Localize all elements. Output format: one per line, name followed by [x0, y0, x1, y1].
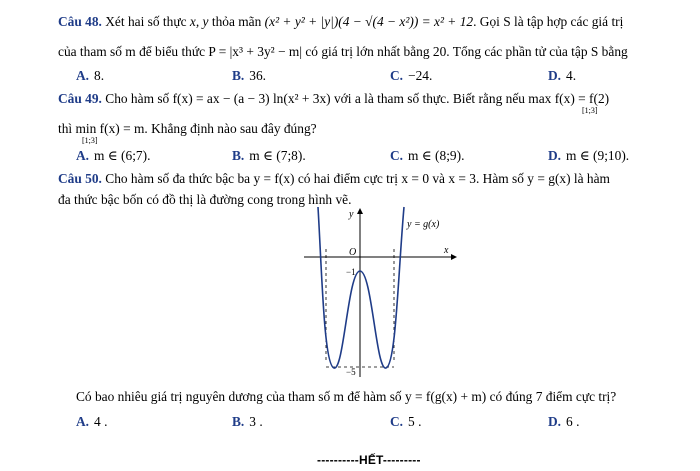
q49-line1: [58, 91, 609, 107]
function-graph: [304, 205, 464, 380]
q49-option-d-value: m ∈ (9;10).: [566, 148, 630, 163]
q48-text-before: Xét hai số thực: [105, 14, 187, 29]
curve-label: y = g(x): [407, 219, 440, 230]
q50-question-text: Có bao nhiêu giá trị nguyên dương của tham số m để hàm số y = f(g(x) + m) có đúng 7 điểm cực trị?: [76, 389, 617, 404]
q48-option-b-value: 36.: [249, 68, 267, 83]
q49-line1-text: Cho hàm số f(x) = ax − (a − 3) ln(x² + 3x) với a là tham số thực. Biết rằng nếu max f(x) = f(2): [105, 91, 610, 106]
q48-option-c-value: −24.: [408, 68, 433, 83]
q48-line2: [58, 44, 628, 60]
q50-option-c-key: C.: [390, 414, 404, 429]
q50-line1: [58, 171, 610, 187]
tick-label-neg1: −1: [346, 267, 356, 277]
q48-option-b-key: B.: [232, 68, 245, 83]
q50-label: Câu 50.: [58, 171, 102, 186]
q48-option-c[interactable]: [390, 68, 432, 84]
q49-label: Câu 49.: [58, 91, 102, 106]
quartic-curve: [318, 207, 404, 368]
q50-line2-text: đa thức bậc bốn có đồ thị là đường cong trong hình vẽ.: [58, 192, 352, 207]
q49-option-c-value: m ∈ (8;9).: [408, 148, 465, 163]
q50-option-c[interactable]: [390, 414, 421, 430]
q50-option-b-value: 3 .: [249, 414, 263, 429]
q48-option-d[interactable]: [548, 68, 576, 84]
q48-option-d-key: D.: [548, 68, 562, 83]
q50-question: [76, 389, 616, 405]
q49-option-a-value: m ∈ (6;7).: [94, 148, 151, 163]
q48-equation: (x² + y² + |y|)(4 − √(4 − x²)) = x² + 12: [264, 14, 474, 29]
q49-line2: [58, 121, 317, 137]
q48-option-b[interactable]: [232, 68, 266, 84]
q50-option-d[interactable]: [548, 414, 579, 430]
q50-option-b-key: B.: [232, 414, 245, 429]
q49-option-a-key: A.: [76, 148, 90, 163]
q48-option-c-key: C.: [390, 68, 404, 83]
q48-option-a-key: A.: [76, 68, 90, 83]
q49-min-subscript: [1;3]: [82, 136, 98, 145]
q49-option-c-key: C.: [390, 148, 404, 163]
q50-option-a[interactable]: [76, 414, 107, 430]
q50-option-a-key: A.: [76, 414, 90, 429]
q49-option-d[interactable]: [548, 148, 629, 164]
q49-option-b-key: B.: [232, 148, 245, 163]
q50-option-c-value: 5 .: [408, 414, 422, 429]
q48-option-d-value: 4.: [566, 68, 577, 83]
origin-label: O: [349, 247, 357, 258]
q48-option-a-value: 8.: [94, 68, 105, 83]
y-axis-label: y: [349, 209, 354, 220]
end-marker: ----------HẾT---------: [317, 453, 421, 467]
q50-option-d-value: 6 .: [566, 414, 580, 429]
q50-option-a-value: 4 .: [94, 414, 108, 429]
q49-option-b-value: m ∈ (7;8).: [249, 148, 306, 163]
tick-label-neg5: −5: [346, 367, 356, 377]
q48-option-a[interactable]: [76, 68, 104, 84]
q48-vars: x, y: [189, 14, 209, 29]
q50-line1-text: Cho hàm số đa thức bậc ba y = f(x) có hai điểm cực trị x = 0 và x = 3. Hàm số y = g(x) là hàm: [105, 171, 610, 186]
q50-option-b[interactable]: [232, 414, 263, 430]
q48-label: Câu 48.: [58, 14, 102, 29]
q49-line2-pre: thì min f(x) = m: [58, 121, 145, 136]
q49-line2-post: . Khẳng định nào sau đây đúng?: [144, 121, 317, 136]
q49-option-b[interactable]: [232, 148, 306, 164]
x-axis-label: x: [444, 245, 449, 256]
q49-option-a[interactable]: [76, 148, 150, 164]
q49-max-subscript: [1;3]: [582, 106, 598, 115]
q49-option-d-key: D.: [548, 148, 562, 163]
q50-option-d-key: D.: [548, 414, 562, 429]
q48-line1: [58, 14, 623, 30]
q48-text-after: . Gọi S là tập hợp các giá trị: [473, 14, 624, 29]
q48-line2-text: của tham số m để biểu thức P = |x³ + 3y² − m| có giá trị lớn nhất bằng 20. Tổng các phần tử của tập S bằng: [58, 44, 628, 59]
q49-option-c[interactable]: [390, 148, 464, 164]
q48-text-mid: thỏa mãn: [211, 14, 262, 29]
